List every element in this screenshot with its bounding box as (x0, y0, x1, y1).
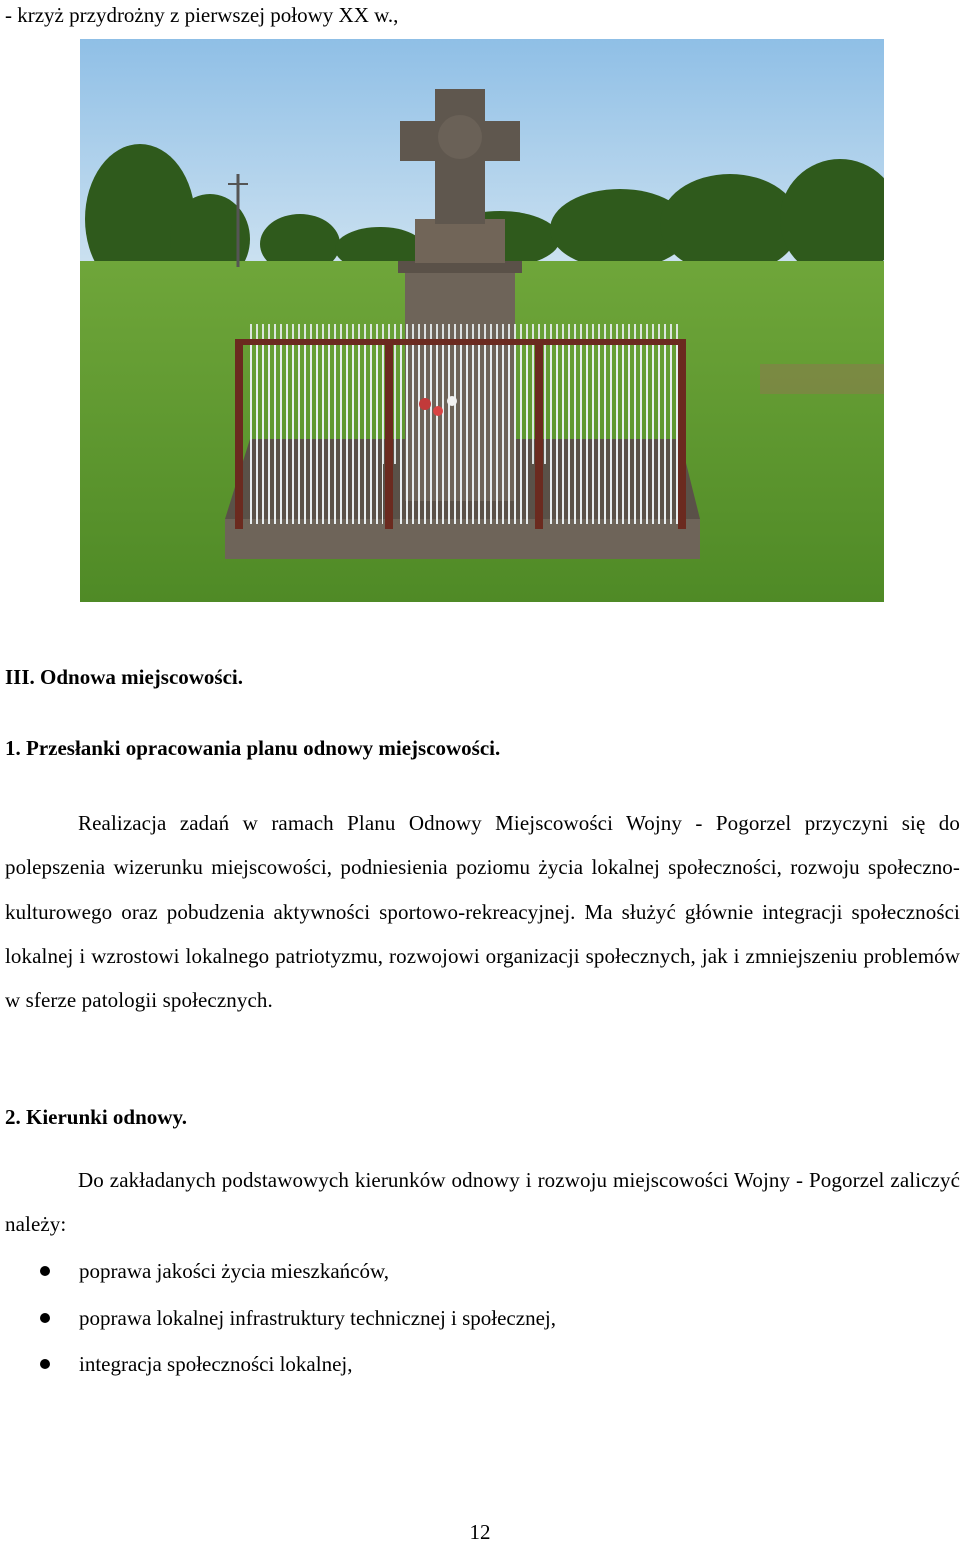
subsection-heading-1: 1. Przesłanki opracowania planu odnowy miejscowości. (5, 736, 501, 760)
paragraph-premises: Realizacja zadań w ramach Planu Odnowy Miejscowości Wojny - Pogorzel przyczyni się do polepszenia wizerunku miejscowości, podniesienia poziomu życia lokalnej społeczności, rozwoju społeczno-kulturowego oraz pobudzenia aktywności sportowo-rekreacyjnej. Ma służyć głównie integracji społeczności lokalnej i wzrostowi lokalnego patriotyzmu, rozwojowi organizacji społecznych, jak i zmniejszeniu problemów w sferze patologii społecznych. (5, 811, 960, 1013)
list-item (0, 1341, 960, 1388)
list-item (0, 1248, 960, 1295)
directions-list (0, 1248, 960, 1388)
bullet-icon (40, 1313, 50, 1323)
bullet-icon (40, 1359, 50, 1369)
section-heading: III. Odnowa miejscowości. (5, 665, 244, 689)
list-item-text: poprawa lokalnej infrastruktury technicznej i społecznej, (79, 1305, 556, 1330)
subsection-heading-2: 2. Kierunki odnowy. (5, 1105, 188, 1129)
roadside-cross-photo (80, 39, 884, 602)
list-item (0, 1295, 960, 1342)
bullet-icon (40, 1266, 50, 1276)
list-item-text: poprawa jakości życia mieszkańców, (79, 1259, 390, 1283)
paragraph-directions: Do zakładanych podstawowych kierunków odnowy i rozwoju miejscowości Wojny - Pogorzel zaliczyć należy: (5, 1168, 960, 1236)
page-number: 12 (469, 1520, 491, 1544)
photo-caption: - krzyż przydrożny z pierwszej połowy XX w., (5, 3, 399, 27)
list-item-text: integracja społeczności lokalnej, (79, 1352, 353, 1376)
